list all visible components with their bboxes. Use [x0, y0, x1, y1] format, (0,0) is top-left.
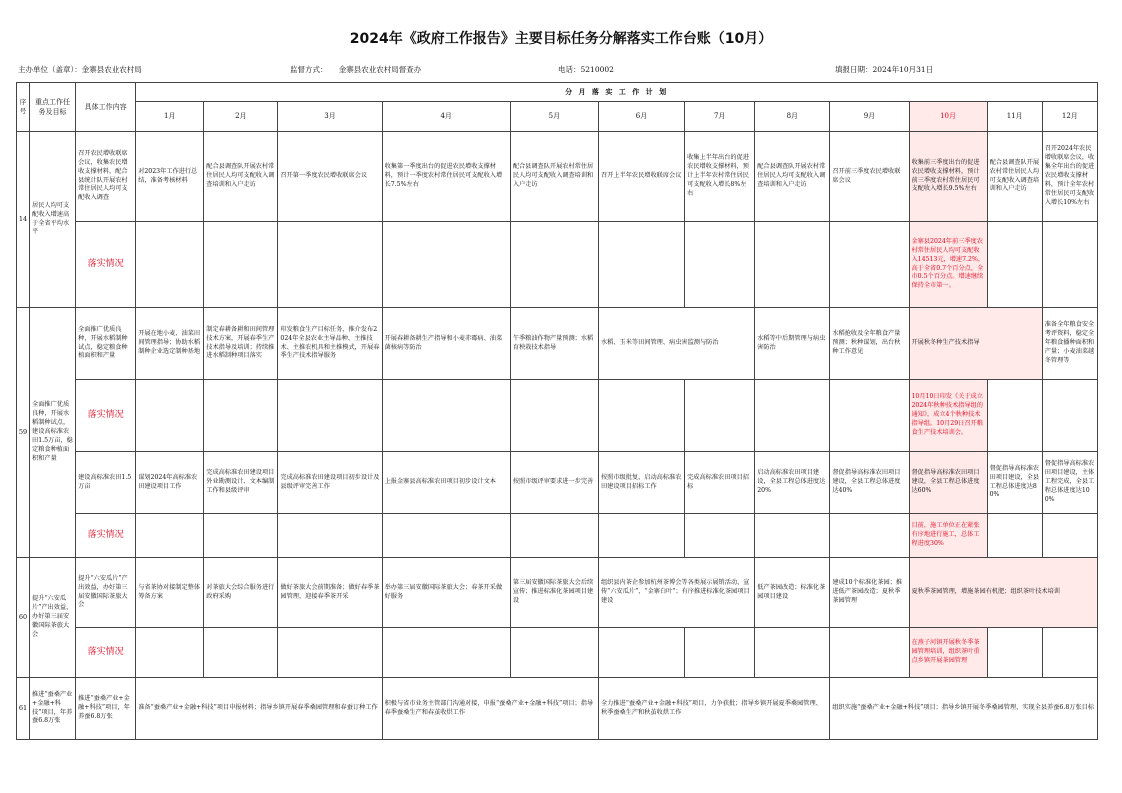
plan-m5: 按照市级评审要求进一步完善 [510, 452, 598, 514]
plan-m7: 完成高标准农田项目招标 [685, 452, 755, 514]
plan-m10: 收集前三季度出台的促进农民增收支撑材料，预计前三季度农村常住居民可支配收入增长9.5%左右 [909, 132, 987, 222]
status-oct: 10月10日印发《关于成立2024年秋种技术指导组的通知》，成立4个秋种技术指导组。10月29日召开粮食生产技术培训会。 [909, 380, 987, 452]
row-seq: 59 [17, 308, 30, 558]
task-ledger-table [16, 82, 1098, 740]
plan-m5: 午季粮油作物产量预测；水稻育秧栽技术指导 [510, 308, 598, 380]
plan-m7: 收集上半年出台的促进农民增收支撑材料，预计上半年农村常住居民可支配收入增长8%左右 [685, 132, 755, 222]
header-month-9: 9月 [830, 102, 909, 132]
status-label: 落实情况 [76, 514, 136, 558]
header-month-10: 10月 [909, 102, 987, 132]
plan-m1: 与省茶协对接制定整体筹备方案 [136, 558, 204, 628]
host-unit: 主办单位（盖章）：金寨县农业农村局 [18, 65, 142, 74]
plan-m1: 开展在地小麦、油菜田间管理指导；协助水稻制种企业选定制种基地 [136, 308, 204, 380]
plan-m6: 水稻、玉米等田间管理、病虫害监测与防治 [598, 308, 754, 380]
plan-m8: 配合县调查队开展农村常住居民人均可支配收入调查培训和入户走访 [755, 132, 830, 222]
status-label: 落实情况 [76, 628, 136, 678]
header-content: 具体工作内容 [76, 83, 136, 132]
plan-m1: 谋划2024年高标准农田建设项目工作 [136, 452, 204, 514]
plan-m4: 上报金寨县高标准农田项目初步设计文本 [382, 452, 510, 514]
header-month-7: 7月 [685, 102, 755, 132]
header-seq: 序号 [17, 83, 30, 132]
plan-m3: 做好茶旅大会前期准备；做好春季茶园管理，迎接春季茶开采 [278, 558, 382, 628]
page-title: 2024年《政府工作报告》主要目标任务分解落实工作台账（10月） [349, 31, 773, 47]
status-label: 落实情况 [76, 380, 136, 452]
plan-m9: 建成10个标准化茶园；推进低产茶园改造；夏秋季茶园管理 [830, 558, 909, 628]
plan-m5: 第三届安徽国际茶旅大会后续宣传；推进标准化茶园项目建设 [510, 558, 598, 628]
supervision: 监督方式： 金寨县农业农村局督查办 [290, 65, 422, 74]
plan-m4: 举办第三届安徽国际茶旅大会；春茶开采做好服务 [382, 558, 510, 628]
row-content: 召开农民增收联席会议，收集农民增收支撑材料，配合县统计队开展农村常住居民人均可支配收入调查 [76, 132, 136, 222]
plan-m10: 开展秋冬种生产技术指导 [909, 308, 1042, 380]
plan-m3: 完成高标准农田建设项目初步设计及县级评审完善工作 [278, 452, 382, 514]
status-oct: 目前，施工单位正在紧张有序地进行施工，总体工程进度30% [909, 514, 987, 558]
plan-q1: 准备“蚕桑产业+金融+科技”项目申报材料；指导乡镇开展春季桑园管理和春蚕订种工作 [136, 678, 382, 740]
plan-m3: 召开第一季度农民增收联席会议 [278, 132, 382, 222]
plan-m11: 督促指导高标准农田项目建设，全县工程总体进度达80% [987, 452, 1042, 514]
status-oct: 在燕子河镇开展秋冬季茶园管理培训，组织茶叶重点乡镇开展茶园管理 [909, 628, 987, 678]
header-month-6: 6月 [598, 102, 684, 132]
plan-m1: 对2023年工作进行总结，准备考核材料 [136, 132, 204, 222]
phone: 电话：5210002 [558, 65, 614, 74]
header-month-8: 8月 [755, 102, 830, 132]
plan-m10: 夏秋季茶园管理，增施茶园有机肥；组织茶叶技术培训 [909, 558, 1098, 628]
status-oct: 金寨县2024年前三季度农村常住居民人均可支配收入14513元，增速7.2%，高于全省0.7个百分点，全市0.5个百分点。增速继续保持全市第一。 [909, 222, 987, 308]
row-content: 推进“蚕桑产业+金融+科技”项目，年养蚕6.8万张 [76, 678, 136, 740]
row-goal: 全面推广优质良种，开展水稻制种试点，建设高标准农田1.5万亩，稳定粮食种植面积和产量 [30, 308, 76, 558]
header-month-12: 12月 [1042, 102, 1097, 132]
plan-m8: 启动高标准农田项目建设，全县工程总体进度达20% [755, 452, 830, 514]
row-goal: 居民人均可支配收入增速高于全省平均水平 [30, 132, 76, 308]
plan-m4: 收集第一季度出台的促进农民增收支撑材料，预计一季度农村常住居民可支配收入增长7.5%左右 [382, 132, 510, 222]
header-month-4: 4月 [382, 102, 510, 132]
plan-m9: 督促指导高标准农田项目建设，全县工程总体进度达40% [830, 452, 909, 514]
header-month-2: 2月 [204, 102, 278, 132]
plan-m9: 召开前三季度农民增收联席会议 [830, 132, 909, 222]
plan-m6: 按照市级批复，启动高标准农田建设项目招标工作 [598, 452, 684, 514]
plan-m12: 督促指导高标准农田项目建设，主体工程完成，全县工程总体进度达100% [1042, 452, 1097, 514]
fill-date: 填报日期：2024年10月31日 [835, 65, 934, 74]
plan-q3: 全力推进“蚕桑产业+金融+科技”项目，力争获批；指导乡镇开展夏季桑园管理、秋季蚕桑生产和秋茧收烘工作 [598, 678, 829, 740]
plan-m11: 配合县调查队开展农村常住居民人均可支配收入调查培训和入户走访 [987, 132, 1042, 222]
row-goal: 提升“六安瓜片”产出效益，办好第三届安徽国际茶旅大会 [30, 558, 76, 678]
plan-m8: 低产茶园改造；标准化茶园项目建设 [755, 558, 830, 628]
plan-m6: 召开上半年农民增收联席会议 [598, 132, 684, 222]
plan-q4: 组织实施“蚕桑产业+金融+科技”项目；指导乡镇开展冬季桑园管理，实现全县养蚕6.8万张目标 [830, 678, 1098, 740]
plan-m4: 开展春耕备耕生产指导和小麦赤霉病、油菜菌核病等防治 [382, 308, 510, 380]
plan-q2: 积极与省市业务主管部门沟通对接，申报“蚕桑产业+金融+科技”项目；指导春季蚕桑生产和春茧收烘工作 [382, 678, 598, 740]
row-seq: 60 [17, 558, 30, 678]
header-month-1: 1月 [136, 102, 204, 132]
plan-m5: 配合县调查队开展农村常住居民人均可支配收入调查培训和入户走访 [510, 132, 598, 222]
plan-m6: 组织县内茶企参加杭州茶博会等各类展示展销活动，宣传“六安瓜片”、“金寨白叶”；有序推进标准化茶园项目建设 [598, 558, 754, 628]
plan-m8: 水稻等中后期管理与病虫害防治 [755, 308, 830, 380]
header-month-3: 3月 [278, 102, 382, 132]
plan-m12: 召开2024年农民增收联席会议，收集全年出台的促进农民增收支撑材料，预计全年农村常住居民可支配收入增长10%左右 [1042, 132, 1097, 222]
plan-m12: 准备全年粮食安全考评资料，稳定全年粮食播种面积和产量；小麦油菜越冬管理等 [1042, 308, 1097, 380]
plan-m2: 制定春耕备耕和田间管理技术方案，开展春季生产技术指导及培训；持续推进水稻制种项目落实 [204, 308, 278, 380]
row-content: 提升“六安瓜片”产出效益，办好第三届安徽国际茶旅大会 [76, 558, 136, 628]
plan-m9: 水稻抢收及全年粮食产量预测；秋种谋划，出台秋种工作意见 [830, 308, 909, 380]
header-plan: 分 月 落 实 工 作 计 划 [136, 83, 1098, 102]
row-seq: 61 [17, 678, 30, 740]
plan-m10: 督促指导高标准农田项目建设，全县工程总体进度达60% [909, 452, 987, 514]
row-content: 建设高标准农田1.5万亩 [76, 452, 136, 514]
row-seq: 14 [17, 132, 30, 308]
header-month-5: 5月 [510, 102, 598, 132]
plan-m2: 完成高标准农田建设项目外业勘测设计、文本编制工作和县级评审 [204, 452, 278, 514]
row-content: 全面推广优质良种，开展水稻制种试点，稳定粮食种植面积和产量 [76, 308, 136, 380]
plan-m2: 对茶旅大会综合服务进行政府采购 [204, 558, 278, 628]
plan-m2: 配合县调查队开展农村常住居民人均可支配收入调查培训和入户走访 [204, 132, 278, 222]
header-month-11: 11月 [987, 102, 1042, 132]
status-label: 落实情况 [76, 222, 136, 308]
header-goal: 重点工作任务及目标 [30, 83, 76, 132]
row-goal: 推进“蚕桑产业+金融+科技”项目，年养蚕6.8万张 [30, 678, 76, 740]
plan-m3: 印发粮食生产目标任务，推介发布2024年全县农业主导品种、主推技术、主推农机具和主推模式，开展春季生产技术指导服务 [278, 308, 382, 380]
